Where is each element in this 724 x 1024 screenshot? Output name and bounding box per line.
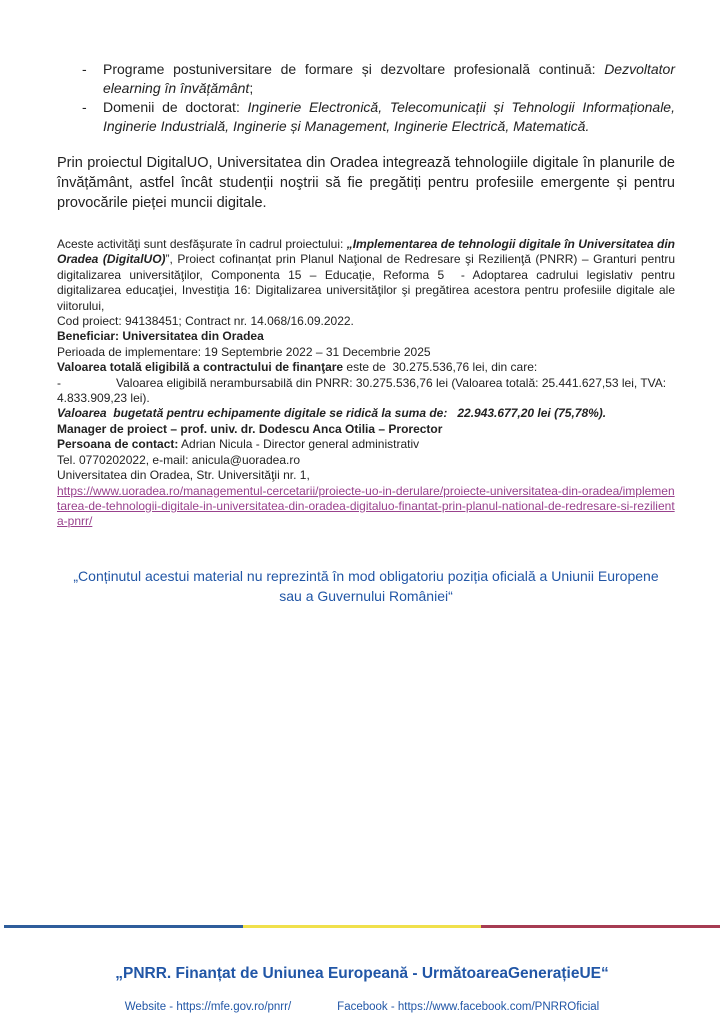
stripe-red-segment	[481, 925, 720, 928]
footer-links	[0, 1001, 724, 1013]
bullet-text-programs: Programe postuniversitare de formare și dezvoltare profesională continuă: Dezvoltator elearning în învățământ;	[103, 61, 675, 96]
document-content	[57, 60, 675, 606]
pnrr-funding-statement: „PNRR. Finanțat de Uniunea Europeană - UrmătoareaGenerațieUE“	[115, 965, 609, 982]
list-item	[82, 98, 675, 136]
website-link[interactable]: Website - https://mfe.gov.ro/pnrr/	[124, 1001, 292, 1013]
stripe-yellow-segment	[243, 925, 482, 928]
implementation-period: Perioada de implementare: 19 Septembrie 2022 – 31 Decembrie 2025	[57, 344, 431, 359]
project-url-line	[57, 484, 675, 530]
bullet-text-doctorate: Domenii de doctorat: Inginerie Electronică, Telecomunicații și Tehnologii Informaționale, Inginerie Industrială, Inginerie și Management, Inginerie Electrică, Matematică.	[103, 99, 675, 134]
romanian-flag-stripe	[4, 925, 720, 928]
project-context: Aceste activităţi sunt desfăşurate în cadrul proiectului: „Implementarea de tehnologii digitale în Universitatea din Oradea (DigitalUO)”, Proiect cofinanțat prin Planul Naţional de Redresare şi Rezilienţă (PNRR) – Granturi pentru digitalizarea universităţilor, Componenta 15 – Educație, Reforma 5 - Adoptarea cadrului legislativ pentru digitalizarea educaţiei, Investiţia 16: Digitalizarea universităţilor şi pregătirea acestora pentru profesiile digitale ale viitorului,	[57, 237, 675, 313]
stripe-blue-segment	[4, 925, 243, 928]
phone-email: Tel. 0770202022, e-mail: anicula@uoradea.ro	[57, 452, 301, 467]
project-code: Cod proiect: 94138451; Contract nr. 14.068/16.09.2022.	[57, 314, 354, 329]
total-contract-value: Valoarea totală eligibilă a contractului de finanţare este de 30.275.536,76 lei, din care:	[57, 360, 538, 375]
beneficiary-line: Beneficiar: Universitatea din Oradea	[57, 329, 264, 344]
project-manager: Manager de proiect – prof. univ. dr. Dodescu Anca Otilia – Prorector	[57, 421, 443, 436]
bullet-list	[82, 60, 675, 136]
university-address: Universitatea din Oradea, Str. Universităţii nr. 1,	[57, 468, 310, 483]
list-item	[82, 60, 675, 98]
pnrr-eligible-value: - Valoarea eligibilă nerambursabilă din PNRR: 30.275.536,76 lei (Valoarea totală: 25.441.627,53 lei, TVA: 4.833.909,23 lei).	[57, 375, 667, 406]
equipment-budget-value: Valoarea bugetată pentru echipamente digitale se ridică la suma de: 22.943.677,20 lei (75,78%).	[57, 406, 607, 421]
contact-person: Persoana de contact: Adrian Nicula - Director general administrativ	[57, 437, 420, 452]
project-details	[57, 237, 675, 530]
intro-paragraph: Prin proiectul DigitalUO, Universitatea din Oradea integrează tehnologiile digitale în planurile de învățământ, astfel încât studenții noştrii să fie pregătiți pentru profesiile emergente și pentru provocările pieței muncii digitale.	[57, 155, 675, 211]
bullet-marker: -	[82, 61, 87, 77]
project-url-link[interactable]: https://www.uoradea.ro/managementul-cercetarii/proiecte-uo-in-derulare/proiecte-universitatea-din-oradea/implementarea-de-tehnologii-digitale-in-universitatea-din-oradea-digitaluo-finantat-prin-planul-national-de-redresare-si-rezilienta-pnrr/	[57, 483, 675, 529]
bullet-marker: -	[82, 99, 87, 115]
disclaimer-quote: „Conținutul acestui material nu reprezintă în mod obligatoriu poziția oficială a Uniunii Europene sau a Guvernului României“	[73, 567, 659, 604]
facebook-link[interactable]: Facebook - https://www.facebook.com/PNRROficial	[337, 1001, 600, 1013]
